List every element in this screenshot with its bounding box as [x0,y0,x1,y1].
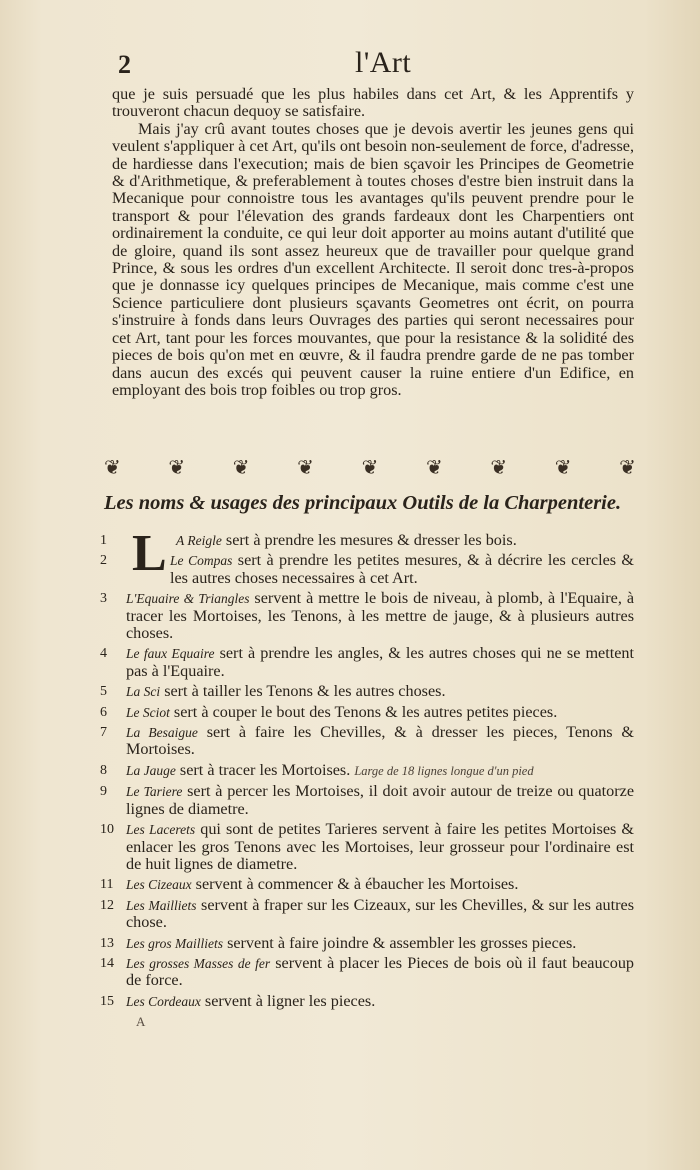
body-text [112,86,634,399]
running-title: l'Art [355,46,412,79]
tool-description: sert à faire les Chevilles, & à dresser les pieces, Tenons & Mortoises. [126,723,635,759]
handwritten-annotation: Large de 18 lignes longue d'un pied [354,763,534,778]
tool-name: Le faux Equaire [126,646,215,662]
fleuron-ornament: ❦ [232,456,250,479]
ornamental-band [104,454,636,480]
tool-entry [100,953,635,990]
tool-description: servent à fraper sur les Cizeaux, sur les Chevilles, & sur les autres chose. [126,895,634,932]
tool-name: Les grosses Masses de fer [126,955,271,971]
fleuron-ornament: ❦ [490,456,508,479]
tool-number: 4 [100,646,107,662]
tool-description: sert à tracer les Mortoises. [179,760,351,779]
tool-name: Les Cizeaux [126,877,192,893]
tool-name: Les Mailliets [126,897,197,913]
tool-number: 2 [100,553,107,569]
tool-number: 10 [100,822,114,838]
tool-number: 5 [100,684,107,700]
tool-description: servent à placer les Pieces de bois où il faut beaucoup de force. [126,953,635,990]
tool-number: 1 [100,533,107,548]
tool-name: Le Tariere [126,784,183,800]
tool-description: sert à percer les Mortoises, il doit avoir autour de treize ou quatorze lignes de diametre. [126,782,634,818]
tool-description: servent à commencer & à ébaucher les Mortoises. [195,875,519,894]
page-number: 2 [118,50,131,79]
signature-mark: A [136,1014,146,1029]
tool-description: sert à couper le bout des Tenons & les autres petites pieces. [173,702,558,721]
fleuron-ornament: ❦ [168,456,186,479]
fleuron-ornament: ❦ [619,456,636,479]
tool-name: Le Compas [170,553,233,569]
tool-entry [100,895,634,932]
tool-number: 11 [100,877,114,893]
tool-name: La Jauge [126,762,176,778]
tool-description: sert à tailler les Tenons & les autres choses. [164,682,446,701]
paragraph: Mais j'ay crû avant toutes choses que je devois avertir les jeunes gens qui veulent s'appliquer à cet Art, qu'ils ont besoin non-seulement de force, d'adresse, de hardiesse dans l'execution; mais de bien sçavoir les Principes de Geometrie & d'Arithmetique, & preferablement à toutes choses d'estre bien instruit dans la Mecanique pour connoistre tous les avantages qu'ils peuvent prendre pour le transport & pour l'élevation des grands fardeaux dont les Charpentiers ont ordinairement la conduite, ce qui leur doit apporter au moins autant d'utilité que de gloire, quand ils sont assez heureux que de travailler pour quelque grand Prince, & sous les ordres d'un excellent Architecte. Il seroit donc tres-à-propos que je donnasse icy quelques principes de Mecanique, mais comme c'est une Science particuliere dont plusieurs sçavants Geometres ont écrit, on pourra s'instruire à fonds dans leurs Ouvrages des parties qui seront necessaires pour cet Art, tant pour les forces mouvantes, que pour la resistance & la solidité des pieces de bois qu'on met en œuvre, & il faudra prendre garde de ne pas tomber dans aucun des excés qui peuvent causer la ruine entiere d'un Edifice, en employant des bois trop foibles ou trop gros. [112,119,634,399]
tool-description: servent à ligner les pieces. [204,991,376,1010]
fleuron-ornament: ❦ [297,456,314,479]
tool-entry [100,644,635,680]
tool-entry [100,723,635,759]
tool-entry [100,702,634,721]
tool-entry [100,820,634,873]
tool-number: 9 [100,784,107,800]
tools-list [100,531,635,1013]
tool-number: 7 [100,725,107,741]
tool-number: 12 [100,897,114,913]
tool-number: 14 [100,955,114,971]
tool-number: 8 [100,762,107,778]
tool-entry [100,682,634,701]
tool-number: 13 [100,935,114,951]
tool-name: Les gros Mailliets [126,935,224,951]
tool-name: La Sci [126,684,161,700]
fleuron-ornament: ❦ [361,456,379,479]
tool-description: servent à faire joindre & assembler les grosses pieces. [227,933,577,952]
tool-name: Les Cordeaux [126,993,201,1009]
tool-name: L'Equaire & Triangles [126,591,250,607]
tool-number: 6 [100,704,107,720]
tool-entry [100,875,634,894]
fleuron-ornament: ❦ [425,456,443,479]
tool-name: Le Sciot [126,704,170,720]
tool-entry [100,933,634,952]
tool-description: sert à prendre les petites mesures, & à décrire les cercles & les autres choses necessaires à cet Art. [170,551,635,587]
tool-entry [100,760,634,780]
tool-entry [100,531,634,549]
tool-entry [100,589,634,643]
tool-entry [100,782,634,818]
tool-description: sert à prendre les angles, & les autres choses qui ne se mettent pas à l'Equaire. [126,644,635,680]
drop-cap: L [132,525,167,582]
section-title: Les noms & usages des principaux Outils de la Charpenterie. [104,492,622,514]
tool-number: 15 [100,993,114,1009]
paragraph: que je suis persuadé que les plus habiles dans cet Art, & les Apprentifs y trouveront chacun dequoy se satisfaire. [112,85,634,121]
tool-entry [100,991,634,1010]
tool-description: sert à prendre les mesures & dresser les bois. [225,531,517,549]
fleuron-ornament: ❦ [554,456,572,479]
tool-name: A Reigle [176,533,222,548]
tool-name: Les Lacerets [126,822,196,838]
fleuron-ornament: ❦ [104,456,121,479]
tool-number: 3 [100,591,107,607]
tool-description: servent à mettre le bois de niveau, à plomb, à l'Equaire, à tracer les Mortoises, les Tenons, à les mettre de jauge, & à plusieurs autres choses. [126,589,634,643]
tool-entry [100,551,635,587]
tool-name: La Besaigue [126,725,198,741]
tool-description: qui sont de petites Tarieres servent à faire les petites Mortoises & enlacer les gros Tenons avec les Mortoises, leur grosseur pour l'ordinaire est de huit lignes de diametre. [126,820,634,873]
